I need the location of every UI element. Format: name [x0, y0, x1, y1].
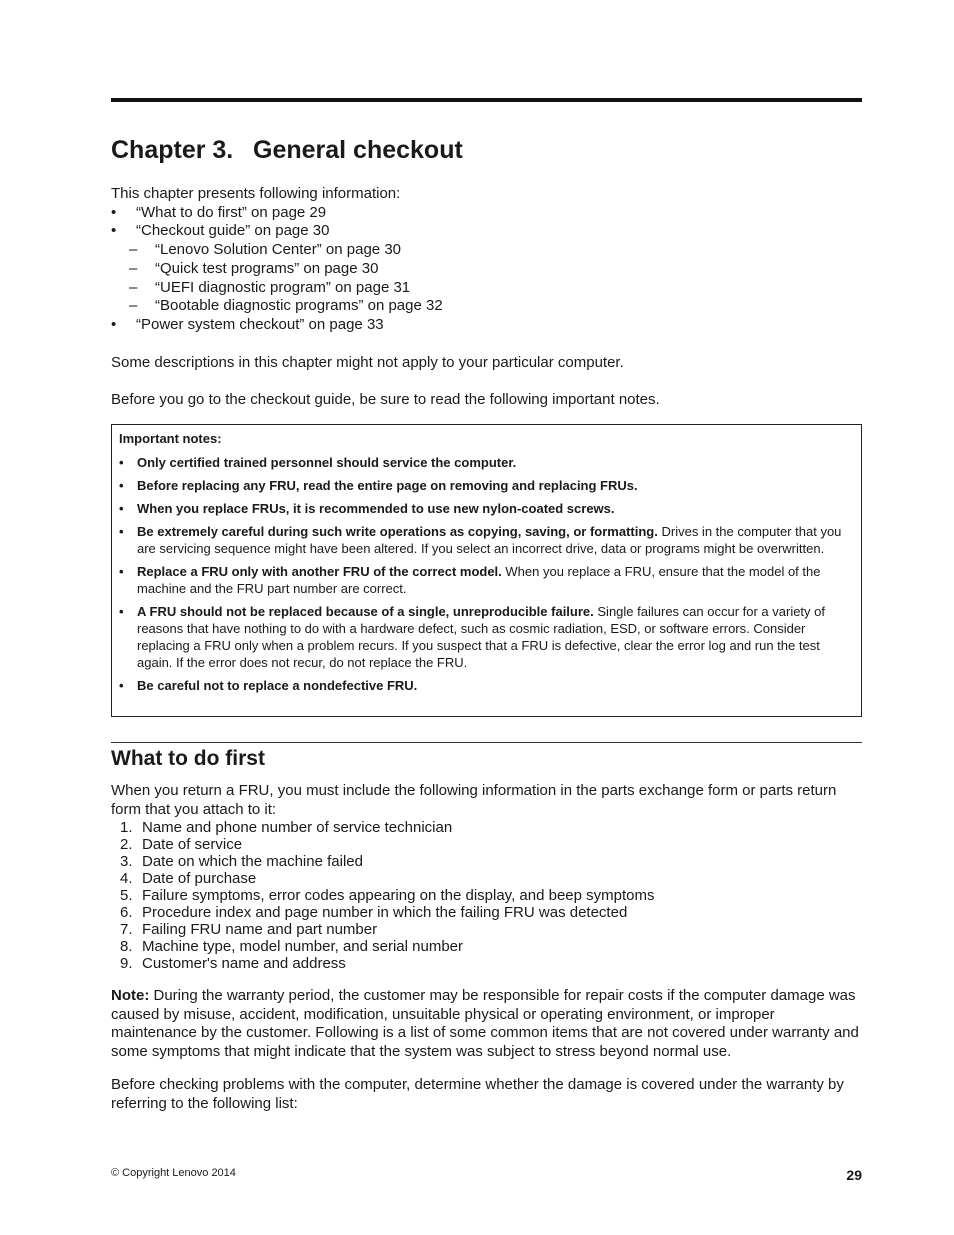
bullet-marker: • — [119, 524, 124, 539]
return-info-item — [111, 938, 862, 955]
list-number: 1. — [120, 819, 133, 837]
toc-item — [111, 279, 862, 298]
list-number: 5. — [120, 887, 133, 905]
toc-item-text: “UEFI diagnostic program” on page 31 — [155, 278, 411, 296]
return-info-list — [111, 819, 862, 972]
return-info-text: Date of purchase — [142, 870, 257, 888]
toc-item — [111, 222, 862, 241]
list-number: 6. — [120, 904, 133, 922]
important-notes-box — [111, 424, 862, 717]
bullet-marker: • — [119, 604, 124, 619]
return-info-item — [111, 955, 862, 972]
chapter-top-rule — [111, 98, 862, 102]
toc-marker: – — [129, 278, 138, 296]
chapter-heading — [111, 134, 463, 166]
important-note-item — [119, 603, 854, 671]
important-note-bold: A FRU should not be replaced because of a single, unreproducible failure. — [137, 604, 594, 619]
return-info-text: Date on which the machine failed — [142, 853, 363, 871]
toc-marker: • — [111, 315, 117, 333]
bullet-marker: • — [119, 564, 124, 579]
important-note-bold: Only certified trained personnel should service the computer. — [137, 455, 517, 470]
important-note-bold: Be extremely careful during such write operations as copying, saving, or formatting. — [137, 524, 658, 539]
warranty-note-paragraph — [111, 987, 862, 1062]
important-note-bold: Replace a FRU only with another FRU of the correct model. — [137, 564, 502, 579]
important-note-text: When you replace a FRU, ensure that the model of the machine and the FRU part number are correct. — [137, 564, 821, 596]
chapter-intro — [111, 185, 862, 335]
footer-copyright: © Copyright Lenovo 2014 — [111, 1167, 236, 1179]
important-notes-list — [119, 454, 854, 694]
toc-list — [111, 204, 862, 335]
toc-item — [111, 204, 862, 223]
return-info-item — [111, 870, 862, 887]
return-info-item — [111, 887, 862, 904]
intro-lead: This chapter presents following information: — [111, 185, 401, 202]
important-notes-title: Important notes: — [119, 431, 222, 446]
return-info-text: Name and phone number of service technician — [142, 819, 453, 837]
note-label: Note: — [111, 987, 150, 1004]
important-note-item — [119, 523, 854, 557]
toc-item-text: “What to do first” on page 29 — [136, 203, 327, 221]
toc-item — [111, 241, 862, 260]
important-note-item — [119, 500, 854, 517]
toc-marker: • — [111, 222, 117, 240]
important-note-bold: When you replace FRUs, it is recommended to use new nylon-coated screws. — [137, 501, 615, 516]
return-info-item — [111, 921, 862, 938]
toc-item-text: “Checkout guide” on page 30 — [136, 222, 330, 240]
return-info-text: Failing FRU name and part number — [142, 921, 378, 939]
return-info-text: Procedure index and page number in which the failing FRU was detected — [142, 904, 628, 922]
before-checking-paragraph: Before checking problems with the computer, determine whether the damage is covered under the warranty by referring to the following list: — [111, 1076, 844, 1112]
section-heading-what-to-do-first: What to do first — [111, 747, 265, 770]
what-to-do-first-intro — [111, 782, 862, 972]
return-info-item — [111, 836, 862, 853]
return-info-text: Failure symptoms, error codes appearing on the display, and beep symptoms — [142, 887, 655, 905]
return-info-text: Machine type, model number, and serial number — [142, 938, 464, 956]
toc-marker: – — [129, 297, 138, 315]
toc-item-text: “Lenovo Solution Center” on page 30 — [155, 241, 402, 259]
list-number: 8. — [120, 938, 133, 956]
toc-item — [111, 297, 862, 316]
important-note-text: Drives in the computer that you are servicing sequence might have been altered. If you select an incorrect drive, data or programs might be overwritten. — [137, 524, 842, 556]
footer-page-number: 29 — [846, 1167, 862, 1183]
bullet-marker: • — [119, 678, 124, 693]
return-info-item — [111, 904, 862, 921]
important-note-item — [119, 454, 854, 471]
chapter-title: General checkout — [253, 136, 463, 164]
important-note-item — [119, 477, 854, 494]
return-info-paragraph: When you return a FRU, you must include the following information in the parts exchange form or parts return form that you attach to it: — [111, 782, 837, 818]
important-note-bold: Be careful not to replace a nondefective FRU. — [137, 678, 418, 693]
list-number: 3. — [120, 853, 133, 871]
return-info-text: Customer's name and address — [142, 955, 346, 973]
bullet-marker: • — [119, 501, 124, 516]
important-note-bold: Before replacing any FRU, read the entire page on removing and replacing FRUs. — [137, 478, 638, 493]
toc-item-text: “Quick test programs” on page 30 — [155, 259, 379, 277]
important-note-item — [119, 563, 854, 597]
toc-marker: – — [129, 241, 138, 259]
note-text: During the warranty period, the customer may be responsible for repair costs if the computer damage was caused by misuse, accident, modification, unsuitable physical or operating environment, or improper maintenance by the customer. Following is a list of some common items that are not covered under warranty and some symptoms that might indicate that the system was subject to stress beyond normal use. — [111, 987, 859, 1061]
toc-item — [111, 316, 862, 335]
applicability-paragraph: Some descriptions in this chapter might not apply to your particular computer. — [111, 354, 624, 371]
bullet-marker: • — [119, 478, 124, 493]
list-number: 7. — [120, 921, 133, 939]
bullet-marker: • — [119, 455, 124, 470]
return-info-text: Date of service — [142, 836, 243, 854]
list-number: 9. — [120, 955, 133, 973]
list-number: 2. — [120, 836, 133, 854]
important-note-text: Single failures can occur for a variety of reasons that have nothing to do with a hardware defect, such as cosmic radiation, ESD, or software errors. Consider replacing a FRU only when a problem recurs. If you suspect that a FRU is defective, clear the error log and run the test again. If the error does not recur, do not replace the FRU. — [137, 604, 825, 670]
toc-item — [111, 260, 862, 279]
toc-item-text: “Bootable diagnostic programs” on page 32 — [155, 297, 443, 315]
return-info-item — [111, 819, 862, 836]
before-guide-paragraph: Before you go to the checkout guide, be sure to read the following important notes. — [111, 391, 660, 408]
toc-item-text: “Power system checkout” on page 33 — [136, 315, 384, 333]
toc-marker: • — [111, 203, 117, 221]
section-rule — [111, 742, 862, 743]
list-number: 4. — [120, 870, 133, 888]
toc-marker: – — [129, 259, 138, 277]
important-note-item — [119, 677, 854, 694]
return-info-item — [111, 853, 862, 870]
chapter-number: Chapter 3. — [111, 136, 234, 164]
